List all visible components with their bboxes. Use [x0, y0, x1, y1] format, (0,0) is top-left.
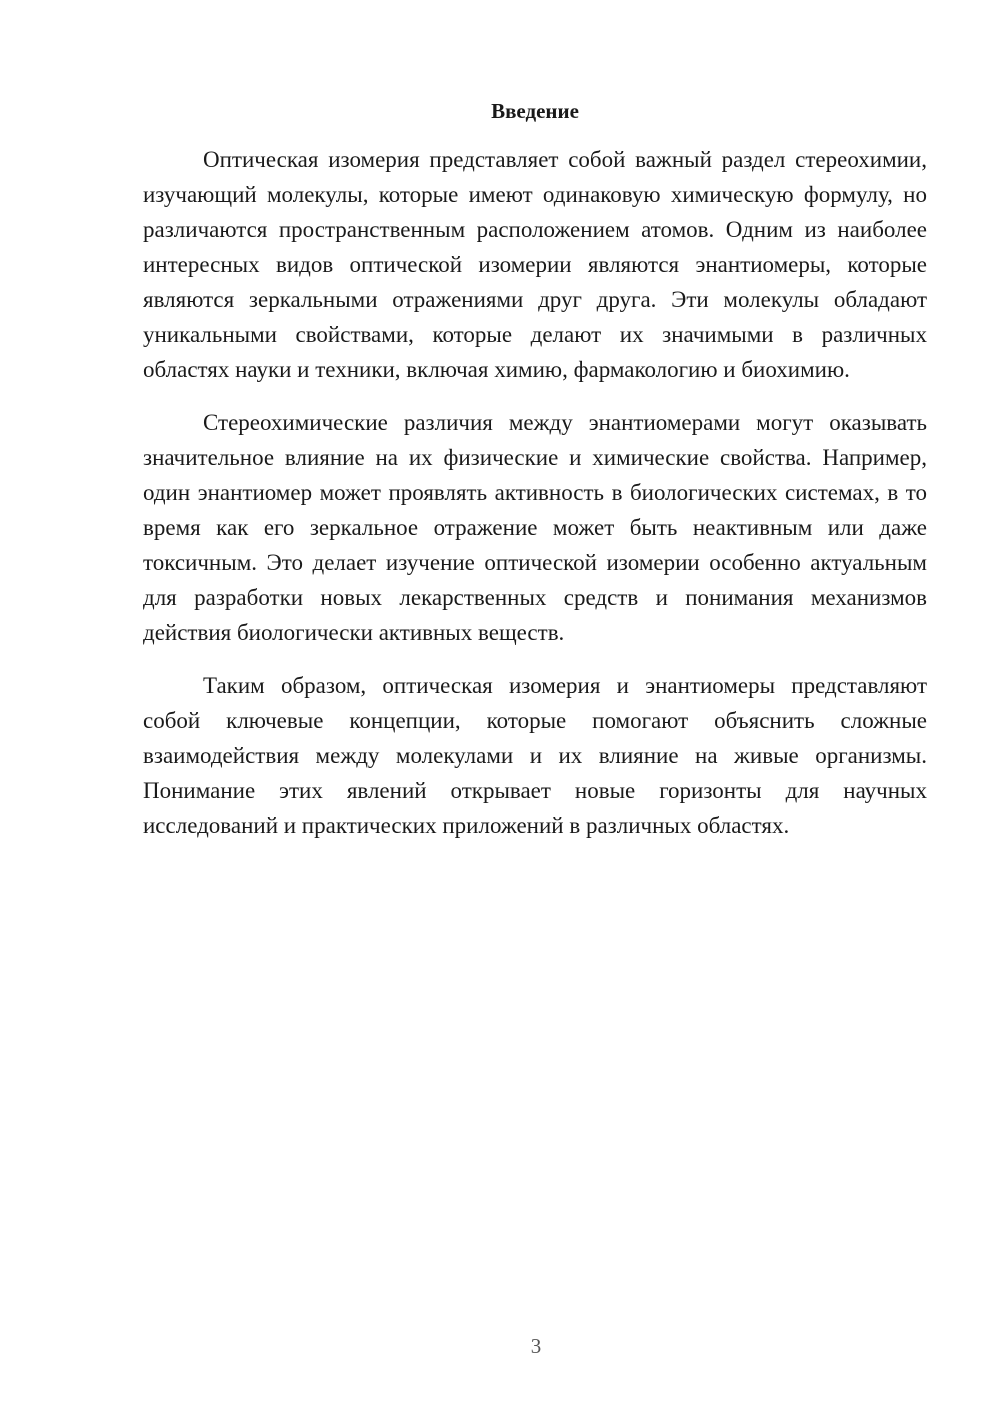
- paragraph-3: Таким образом, оптическая изомерия и энантиомеры представляют собой ключевые концепции, которые помогают объяснить сложные взаимодействия между молекулами и их влияние на живые организмы. Понимание этих явлений открывает новые горизонты для научных исследований и практических приложений в различных областях.: [143, 673, 927, 838]
- page-number: 3: [530, 1334, 542, 1358]
- paragraph-1: Оптическая изомерия представляет собой важный раздел стереохимии, изучающий молекулы, которые имеют одинаковую химическую формулу, но различаются пространственным расположением атомов. Одним из наиболее интересных видов оптической изомерии являются энантиомеры, которые являются зеркальными отражениями друг друга. Эти молекулы обладают уникальными свойствами, которые делают их значимыми в различных областях науки и техники, включая химию, фармакологию и биохимию.: [143, 147, 927, 382]
- page-content: [143, 96, 927, 861]
- paragraph-2: Стереохимические различия между энантиомерами могут оказывать значительное влияние на их физические и химические свойства. Например, один энантиомер может проявлять активность в биологических системах, в то время как его зеркальное отражение может быть неактивным или даже токсичным. Это делает изучение оптической изомерии особенно актуальным для разработки новых лекарственных средств и понимания механизмов действия биологически активных веществ.: [143, 410, 927, 645]
- section-title: Введение: [491, 99, 579, 123]
